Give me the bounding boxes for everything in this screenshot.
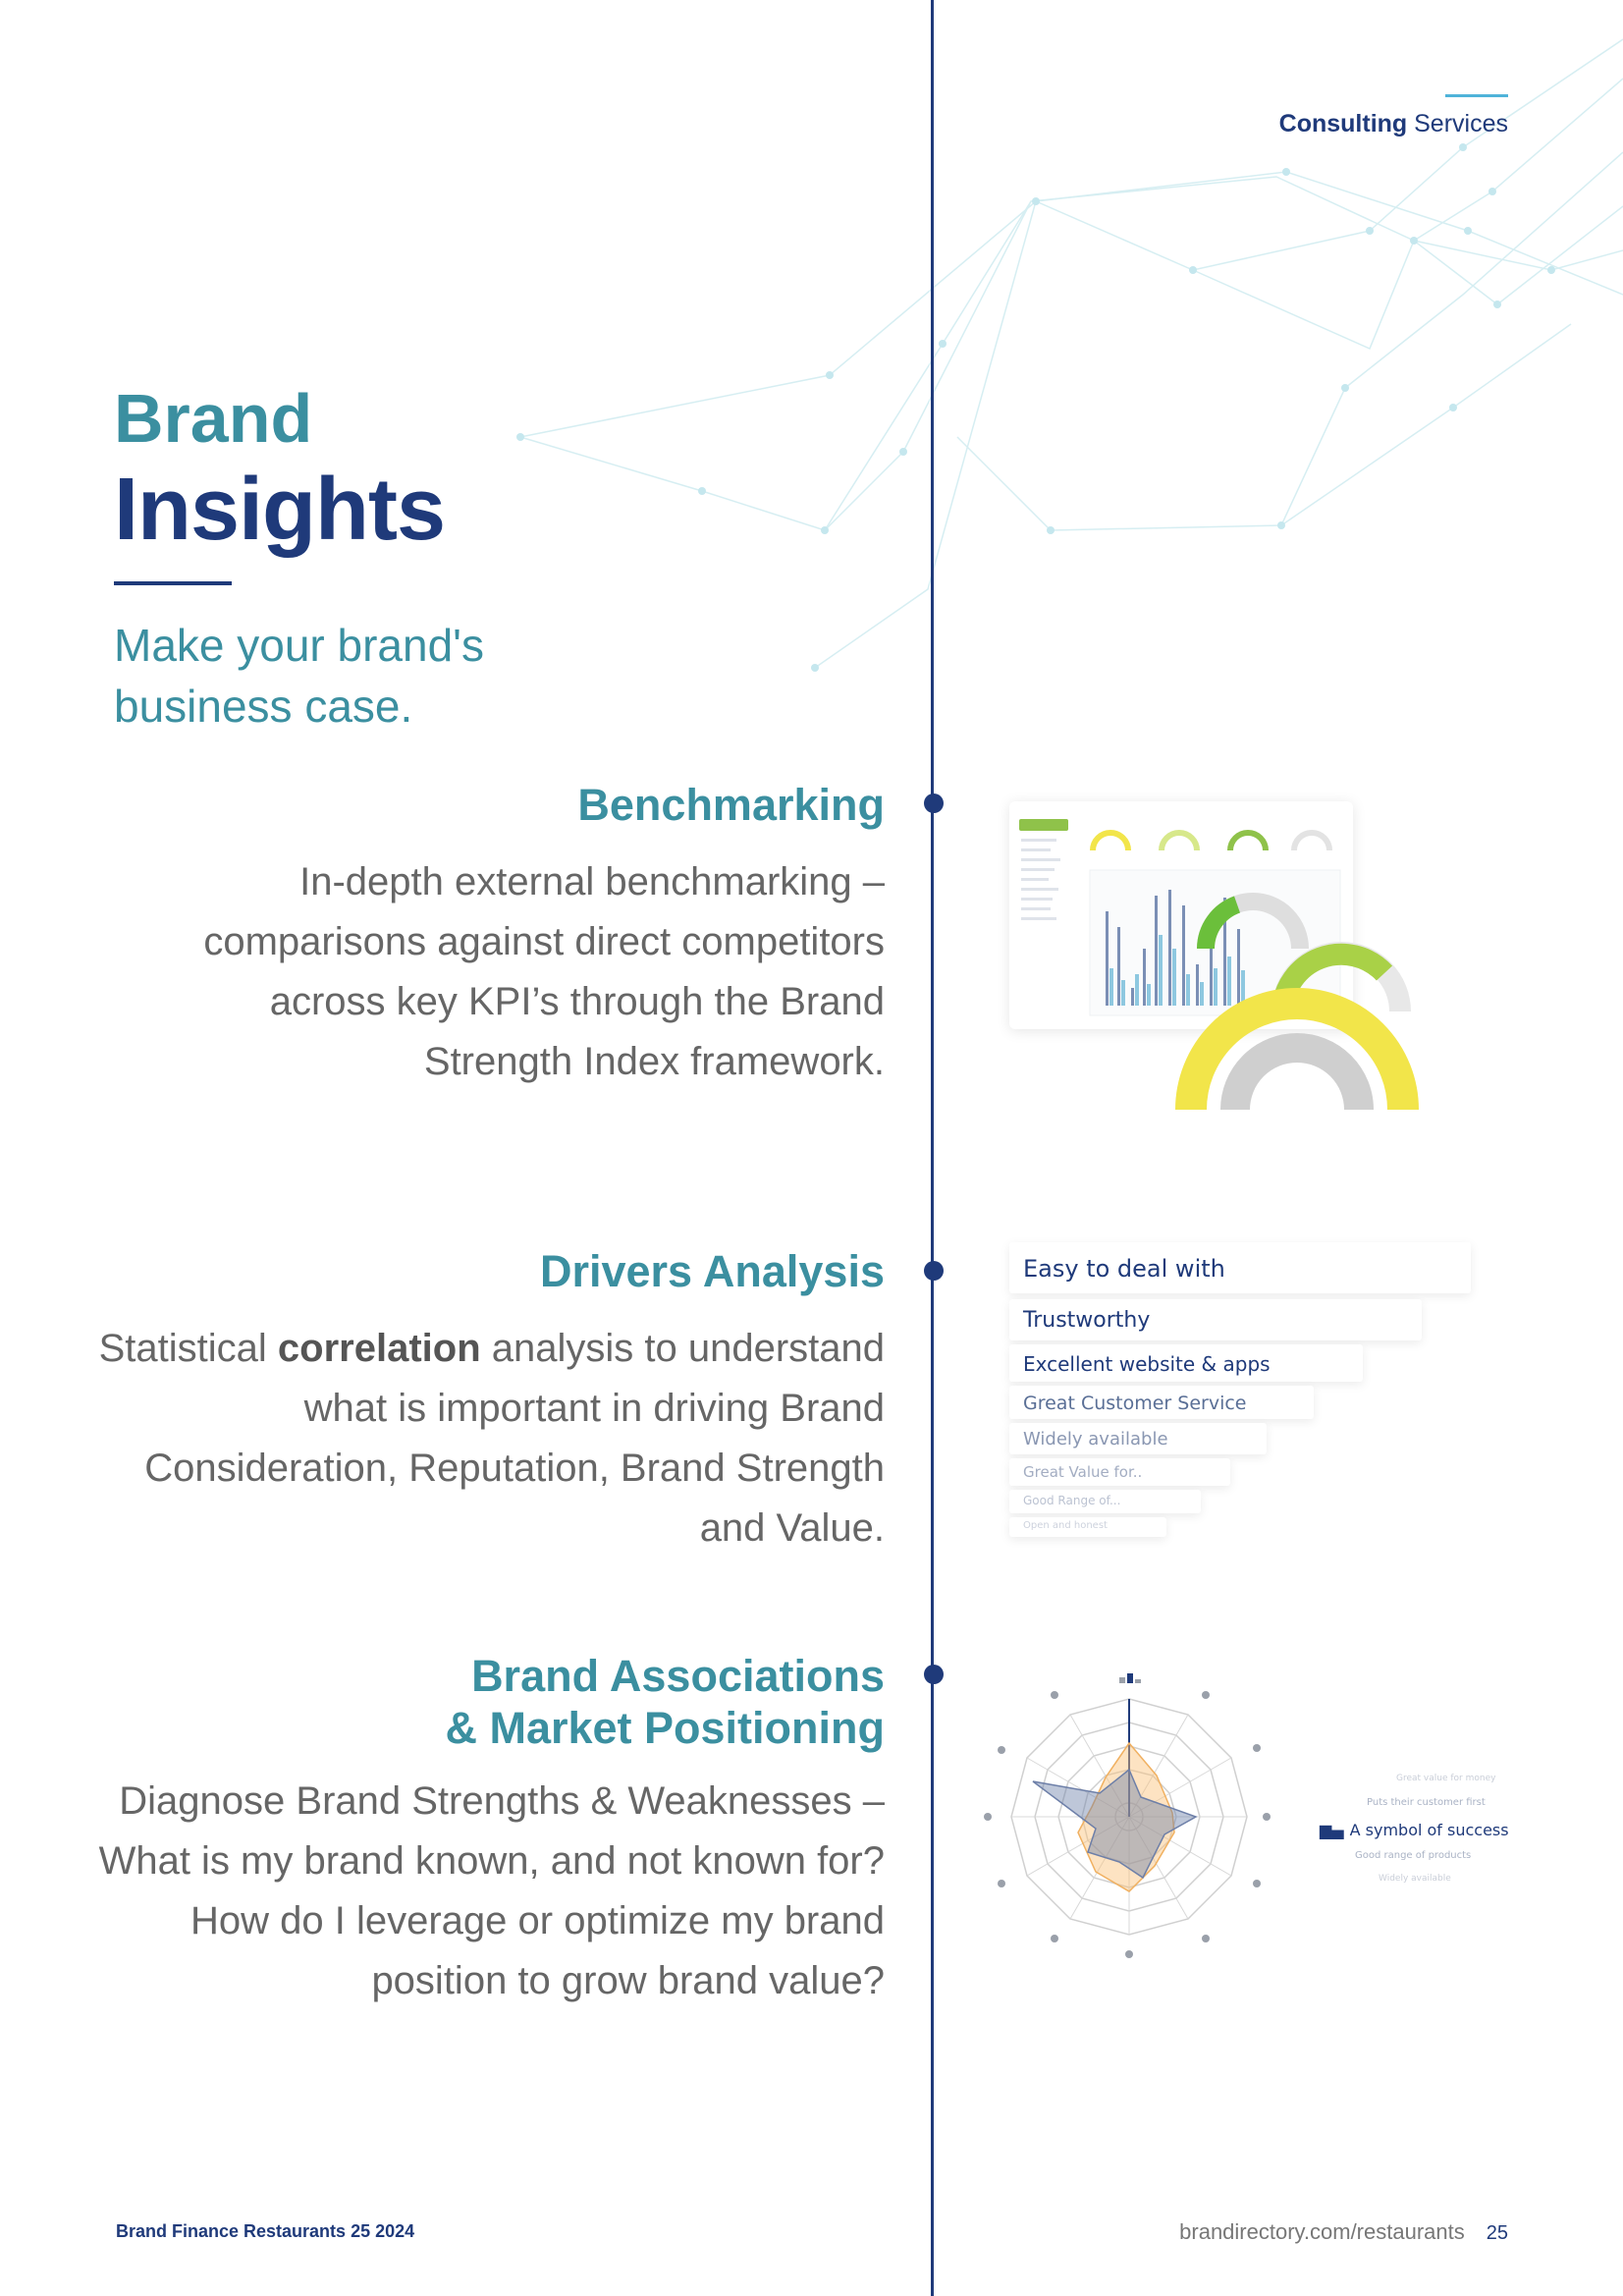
timeline-dot-associations: [924, 1665, 944, 1684]
brand-associations-radar-chart: [972, 1660, 1306, 1994]
page-title-line1: Brand: [114, 380, 313, 457]
driver-item: Good Range of...: [1009, 1490, 1201, 1513]
legend-item: Puts their customer first: [1367, 1797, 1486, 1808]
drivers-body: [80, 1319, 885, 1558]
section-brand-associations: [80, 1650, 885, 2011]
driver-item: Widely available: [1009, 1423, 1267, 1454]
driver-item: Great Value for..: [1009, 1458, 1230, 1486]
benchmarking-heading: Benchmarking: [577, 780, 885, 830]
driver-item: Excellent website & apps: [1009, 1344, 1363, 1382]
legend-item-label: A symbol of success: [1349, 1821, 1509, 1839]
bar-chart-icon: ▆▄: [1320, 1821, 1344, 1839]
drivers-body-pre: Statistical: [98, 1327, 278, 1370]
gauge-icons: [1009, 801, 1481, 1125]
page-tagline: Make your brand's business case.: [114, 620, 484, 732]
drivers-body-post: analysis to understand what is important in driving Brand Consideration, Reputation, Brand Strength and Value.: [144, 1327, 885, 1550]
associations-heading-line2: & Market Positioning: [445, 1703, 885, 1753]
drivers-ranking-illustration: [1009, 1242, 1481, 1547]
page-title-block: [114, 377, 624, 737]
header-label-rest: Services: [1407, 110, 1508, 137]
legend-item: Widely available: [1379, 1874, 1451, 1884]
page-number: 25: [1486, 2222, 1508, 2244]
header-label: [1279, 110, 1508, 138]
driver-item: Open and honest: [1009, 1517, 1166, 1537]
section-header: [1279, 94, 1508, 138]
legend-item-highlight: [1320, 1821, 1509, 1839]
driver-item: Easy to deal with: [1009, 1242, 1471, 1293]
radar-legend: [1316, 1768, 1532, 1895]
legend-item: Great value for money: [1396, 1774, 1496, 1783]
legend-item: Good range of products: [1355, 1850, 1472, 1861]
section-drivers-analysis: [80, 1245, 885, 1558]
title-underline: [114, 581, 232, 585]
footer-url-link[interactable]: brandirectory.com/restaurants: [1179, 2219, 1465, 2244]
driver-item: Trustworthy: [1009, 1299, 1422, 1340]
footer-publication: Brand Finance Restaurants 25 2024: [116, 2221, 415, 2241]
benchmarking-body: In-depth external benchmarking – comparisons against direct competitors across key KPI’s through the Brand Strength Index framework.: [203, 860, 885, 1083]
drivers-body-bold: correlation: [277, 1327, 481, 1370]
header-accent-bar: [1445, 94, 1508, 97]
footer-right: [1179, 2219, 1508, 2245]
benchmarking-dashboard-illustration: [1009, 801, 1481, 1125]
associations-body: Diagnose Brand Strengths & Weaknesses – What is my brand known, and not known for? How do I leverage or optimize my brand position to grow brand value?: [98, 1779, 885, 2002]
timeline-dot-benchmarking: [924, 793, 944, 813]
header-label-bold: Consulting: [1278, 110, 1408, 137]
timeline-dot-drivers: [924, 1261, 944, 1281]
driver-item: Great Customer Service: [1009, 1386, 1314, 1419]
drivers-heading: Drivers Analysis: [539, 1246, 885, 1296]
associations-heading-line1: Brand Associations: [471, 1651, 885, 1701]
page-title-line2: Insights: [114, 461, 446, 559]
timeline-vertical-line: [931, 0, 934, 2296]
section-benchmarking: [80, 779, 885, 1092]
